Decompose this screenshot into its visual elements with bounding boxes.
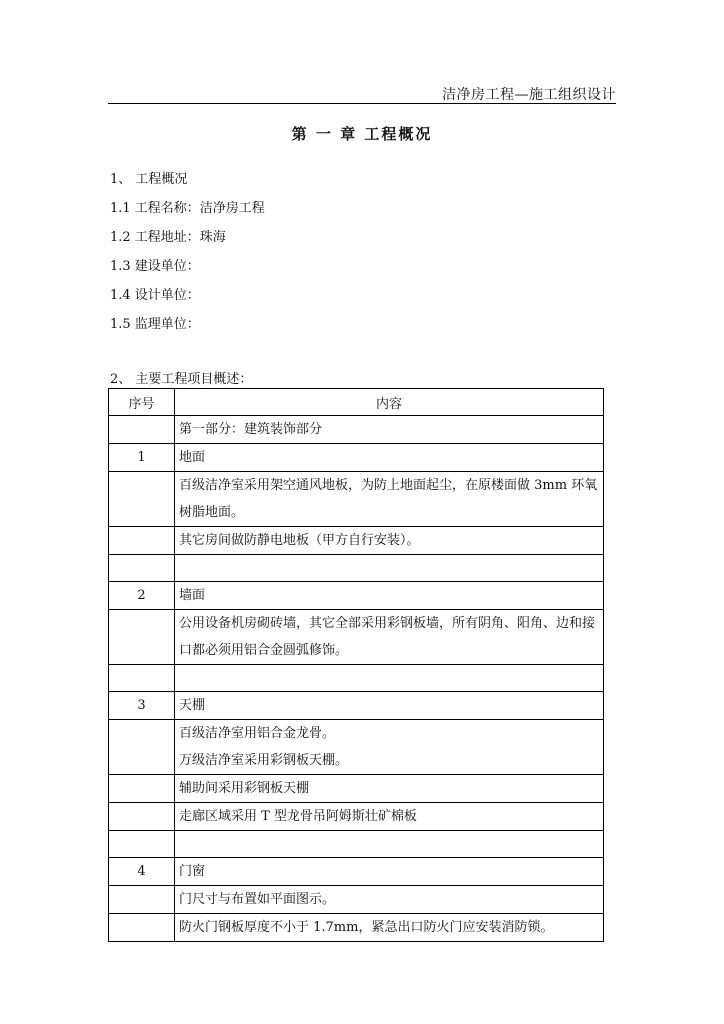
row-content: 门尺寸与布置如平面图示。 [175, 886, 604, 914]
header-cell-no: 序号 [109, 389, 175, 416]
row-content: 其它房间做防静电地板（甲方自行安装）。 [175, 527, 604, 555]
running-header: 洁净房工程—施工组织设计 [442, 87, 616, 103]
row-no [109, 472, 175, 527]
row-content [175, 831, 604, 858]
table-row [109, 472, 604, 527]
row-no [109, 775, 175, 803]
row-no [109, 720, 175, 775]
section2-heading: 2、 主要工程项目概述： [110, 372, 253, 387]
row-no [109, 831, 175, 858]
row-content: 墙面 [175, 582, 604, 610]
table-row [109, 692, 604, 720]
chapter-title: 第 一 章 工程概况 [291, 125, 433, 143]
overview-item-supervisor: 1.5 监理单位： [110, 317, 200, 332]
row-content: 门窗 [175, 858, 604, 886]
overview-item-address: 1.2 工程地址：珠海 [110, 230, 226, 245]
table-row [109, 416, 604, 444]
table-row [109, 775, 604, 803]
row-content [175, 665, 604, 692]
table-row [109, 831, 604, 858]
row-content: 防火门钢板厚度不小于 1.7mm，紧急出口防火门应安装消防锁。 [175, 914, 604, 942]
table-header-row [109, 389, 604, 416]
row-content: 百级洁净室采用架空通风地板，为防上地面起尘，在原楼面做 3mm 环氧树脂地面。 [175, 472, 604, 527]
table-row [109, 858, 604, 886]
row-no [109, 665, 175, 692]
table-row [109, 803, 604, 831]
row-content: 公用设备机房砌砖墙，其它全部采用彩钢板墙，所有阴角、阳角、边和接口都必须用铝合金圆弧修饰。 [175, 610, 604, 665]
row-content: 地面 [175, 444, 604, 472]
table-row [109, 527, 604, 555]
table-row [109, 444, 604, 472]
header-rule [108, 103, 616, 104]
row-no: 3 [109, 692, 175, 720]
row-content-line: 百级洁净室用铝合金龙骨。 [179, 726, 336, 741]
row-content: 天棚 [175, 692, 604, 720]
table-row [109, 720, 604, 775]
row-content: 第一部分：建筑装饰部分 [175, 416, 604, 444]
table-row [109, 914, 604, 942]
row-no [109, 803, 175, 831]
row-no: 4 [109, 858, 175, 886]
table-row [109, 665, 604, 692]
row-content [175, 720, 604, 775]
row-content: 辅助间采用彩钢板天棚 [175, 775, 604, 803]
row-content [175, 555, 604, 582]
row-no [109, 527, 175, 555]
row-content: 走廊区域采用 T 型龙骨吊阿姆斯壮矿棉板 [175, 803, 604, 831]
row-no [109, 886, 175, 914]
project-items-table [108, 388, 604, 942]
row-no [109, 555, 175, 582]
row-no [109, 610, 175, 665]
overview-item-designer: 1.4 设计单位： [110, 288, 200, 303]
row-no [109, 914, 175, 942]
table-row [109, 555, 604, 582]
table-row [109, 886, 604, 914]
table-row [109, 610, 604, 665]
header-cell-content: 内容 [175, 389, 604, 416]
table-row [109, 582, 604, 610]
overview-item-owner: 1.3 建设单位： [110, 259, 200, 274]
overview-item-name: 1.1 工程名称：洁净房工程 [110, 201, 265, 216]
row-no: 2 [109, 582, 175, 610]
overview-heading: 1、 工程概况 [110, 172, 188, 187]
row-content-line: 万级洁净室采用彩钢板天棚。 [179, 753, 349, 768]
row-no: 1 [109, 444, 175, 472]
row-no [109, 416, 175, 444]
